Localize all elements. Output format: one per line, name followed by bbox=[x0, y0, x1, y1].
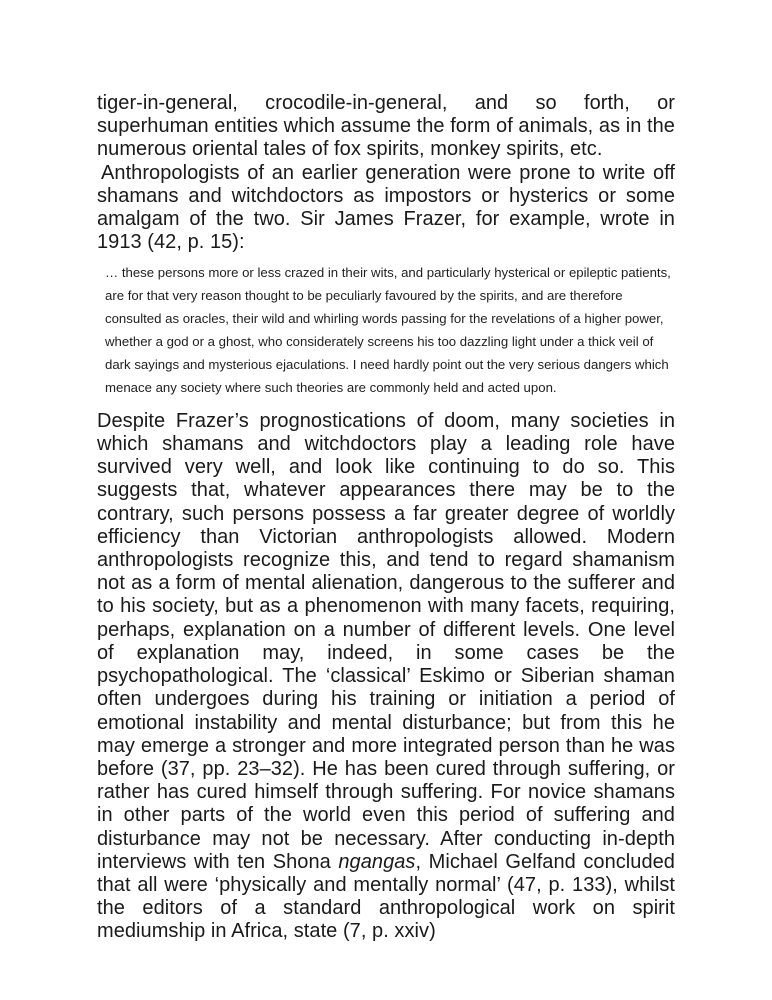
paragraph-text: , Michael Gelfand concluded that all were ‘physically and mentally normal’ (47, p. 133), whilst the editors of a standard anthropological work on spirit mediumship in Africa, state (7, p. xxiv) bbox=[97, 850, 675, 943]
paragraph-despite-frazer bbox=[97, 410, 675, 944]
block-quote-frazer: … these persons more or less crazed in their wits, and particularly hysterical or epileptic patients, are for that very reason thought to be peculiarly favoured by the spirits, and are therefore consulted as oracles, their wild and whirling words passing for the revelations of a higher power, whether a god or a ghost, who considerately screens his too dazzling light under a thick veil of dark sayings and mysterious ejaculations. I need hardly point out the very serious dangers which menace any society where such theories are commonly held and acted upon. bbox=[105, 265, 671, 395]
paragraph-text: Despite Frazer’s prognostications of doom, many societies in which shamans and witchdoctors play a leading role have survived very well, and look like continuing to do so. This suggests that, whatever appearances there may be to the contrary, such persons possess a far greater degree of worldly efficiency than Victorian anthropologists allowed. Modern anthropologists recognize this, and tend to regard shamanism not as a form of mental alienation, dangerous to the sufferer and to his society, but as a phenomenon with many facets, requiring, perhaps, explanation on a number of different levels. One level of explanation may, indeed, in some cases be the psychopathological. The ‘classical’ Eskimo or Siberian shaman often undergoes during his training or initiation a period of emotional instability and mental disturbance; but from this he may emerge a stronger and more integrated person than he was before (37, pp. 23–32). He has been cured through suffering, or rather has cured himself through suffering. For novice shamans in other parts of the world even this period of suffering and disturbance may not be necessary. After conducting in-depth interviews with ten Shona bbox=[97, 409, 675, 873]
paragraph-frazer-intro: Anthropologists of an earlier generation were prone to write off shamans and witchdoctors as impostors or hysterics or some amalgam of the two. Sir James Frazer, for example, wrote in 1913 (42, p. 15): bbox=[97, 161, 675, 254]
document-page bbox=[97, 92, 675, 944]
italic-term-ngangas: ngangas bbox=[338, 850, 416, 873]
paragraph-continuation: tiger-in-general, crocodile-in-general, and so forth, or superhuman entities which assume the form of animals, as in the numerous oriental tales of fox spirits, monkey spirits, etc. bbox=[97, 92, 675, 161]
